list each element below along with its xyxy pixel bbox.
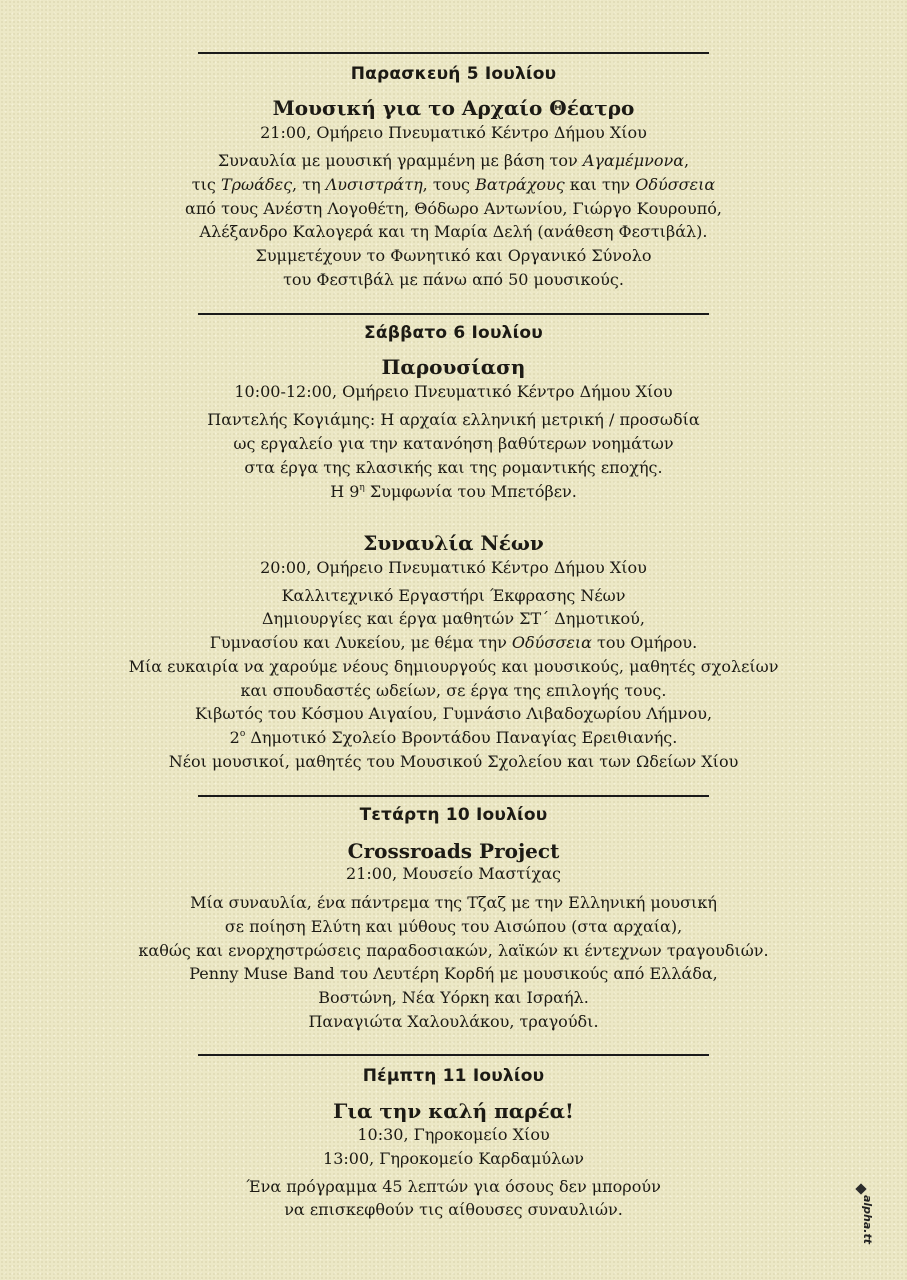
- event-title: Συναυλία Νέων: [363, 531, 544, 555]
- text-segment: , τη: [292, 175, 326, 194]
- text-segment: Penny Muse Band του Λευτέρη Κορδή με μουσικούς από Ελλάδα,: [189, 964, 718, 983]
- text-segment: , τους: [422, 175, 476, 194]
- section-divider: [198, 313, 709, 315]
- text-segment: Παντελής Κογιάμης: Η αρχαία ελληνική μετρική / προσωδία: [207, 410, 700, 429]
- text-segment: Βατράχους: [475, 175, 565, 194]
- event-title: Μουσική για το Αρχαίο Θέατρο: [272, 96, 635, 120]
- text-segment: 2: [229, 728, 240, 747]
- section-divider: [198, 795, 709, 797]
- event-line: [0, 633, 907, 652]
- event-line: [0, 1177, 907, 1196]
- text-segment: Λυσιστράτη: [325, 175, 423, 194]
- text-segment: Δημιουργίες και έργα μαθητών ΣΤ΄ Δημοτικού,: [261, 609, 645, 628]
- event-line: [0, 1125, 907, 1144]
- day-heading: Σάββατο 6 Ιουλίου: [364, 323, 543, 343]
- event-line: [0, 917, 907, 936]
- day-heading: Πέμπτη 11 Ιουλίου: [362, 1066, 545, 1086]
- text-segment: Καλλιτεχνικό Εργαστήρι Έκφρασης Νέων: [281, 586, 626, 605]
- event-title: Για την καλή παρέα!: [333, 1099, 574, 1123]
- text-segment: Μία ευκαιρία να χαρούμε νέους δημιουργούς και μουσικούς, μαθητές σχολείων: [128, 657, 779, 676]
- text-segment: Αγαμέμνονα: [582, 151, 685, 170]
- text-segment: ο: [239, 729, 246, 739]
- event-line: [0, 270, 907, 289]
- event-line: [0, 964, 907, 983]
- event-line: [0, 482, 907, 501]
- text-segment: τις: [191, 175, 221, 194]
- event-line: [0, 1149, 907, 1168]
- text-segment: σε ποίηση Ελύτη και μύθους του Αισώπου (στα αρχαία),: [224, 917, 683, 936]
- text-segment: Συμμετέχουν το Φωνητικό και Οργανικό Σύνολο: [255, 246, 652, 265]
- event-line: [0, 222, 907, 241]
- text-segment: καθώς και ενορχηστρώσεις παραδοσιακών, λαϊκών κι έντεχνων τραγουδιών.: [138, 941, 769, 960]
- text-segment: στα έργα της κλασικής και της ρομαντικής εποχής.: [244, 458, 663, 477]
- event-line: [0, 123, 907, 142]
- text-segment: Τρωάδες: [220, 175, 293, 194]
- section-divider: [198, 52, 709, 54]
- event-line: [0, 657, 907, 676]
- event-line: [0, 864, 907, 883]
- event-line: [0, 704, 907, 723]
- text-segment: Παναγιώτα Χαλουλάκου, τραγούδι.: [308, 1012, 599, 1031]
- text-segment: Συναυλία με μουσική γραμμένη με βάση τον: [217, 151, 583, 170]
- publisher-mark: [852, 1183, 875, 1245]
- event-title: Crossroads Project: [347, 839, 560, 863]
- text-segment: 10:30, Γηροκομείο Χίου: [357, 1125, 550, 1144]
- text-segment: να επισκεφθούν τις αίθουσες συναυλιών.: [284, 1200, 623, 1219]
- text-segment: Συμφωνία του Μπετόβεν.: [364, 482, 577, 501]
- text-segment: και την: [564, 175, 636, 194]
- day-heading: Παρασκευή 5 Ιουλίου: [350, 64, 557, 84]
- text-segment: η: [359, 483, 365, 493]
- text-segment: Κιβωτός του Κόσμου Αιγαίου, Γυμνάσιο Λιβαδοχωρίου Λήμνου,: [194, 704, 713, 723]
- event-line: [0, 728, 907, 747]
- text-segment: Βοστώνη, Νέα Υόρκη και Ισραήλ.: [318, 988, 589, 1007]
- text-segment: Γυμνασίου και Λυκείου, με θέμα την: [209, 633, 512, 652]
- text-segment: Οδύσσεια: [635, 175, 716, 194]
- section-divider: [198, 1054, 709, 1056]
- event-line: [0, 434, 907, 453]
- event-line: [0, 199, 907, 218]
- text-segment: του Φεστιβάλ με πάνω από 50 μουσικούς.: [283, 270, 624, 289]
- text-segment: Η 9: [330, 482, 360, 501]
- event-line: [0, 893, 907, 912]
- text-segment: και σπουδαστές ωδείων, σε έργα της επιλογής τους.: [240, 681, 667, 700]
- event-line: [0, 752, 907, 771]
- text-segment: 10:00-12:00, Ομήρειο Πνευματικό Κέντρο Δήμου Χίου: [234, 382, 673, 401]
- event-line: [0, 1012, 907, 1031]
- event-line: [0, 988, 907, 1007]
- text-segment: του Ομήρου.: [591, 633, 698, 652]
- text-segment: Νέοι μουσικοί, μαθητές του Μουσικού Σχολείου και των Ωδείων Χίου: [168, 752, 739, 771]
- text-segment: ως εργαλείο για την κατανόηση βαθύτερων νοημάτων: [233, 434, 674, 453]
- text-segment: ,: [684, 151, 690, 170]
- event-line: [0, 1200, 907, 1219]
- publisher-mark-text: alpha.tt: [861, 1194, 875, 1245]
- event-line: [0, 586, 907, 605]
- text-segment: 21:00, Ομήρειο Πνευματικό Κέντρο Δήμου Χίου: [260, 123, 647, 142]
- event-line: [0, 175, 907, 194]
- diamond-icon: [855, 1183, 866, 1194]
- text-segment: 21:00, Μουσείο Μαστίχας: [346, 864, 561, 883]
- event-line: [0, 151, 907, 170]
- text-segment: Οδύσσεια: [511, 633, 592, 652]
- event-line: [0, 458, 907, 477]
- event-line: [0, 246, 907, 265]
- event-line: [0, 558, 907, 577]
- text-segment: Αλέξανδρο Καλογερά και τη Μαρία Δελή (ανάθεση Φεστιβάλ).: [199, 222, 708, 241]
- event-line: [0, 941, 907, 960]
- day-heading: Τετάρτη 10 Ιουλίου: [359, 805, 548, 825]
- event-line: [0, 382, 907, 401]
- text-segment: Ένα πρόγραμμα 45 λεπτών για όσους δεν μπορούν: [246, 1177, 661, 1196]
- event-line: [0, 609, 907, 628]
- text-segment: 13:00, Γηροκομείο Καρδαμύλων: [323, 1149, 584, 1168]
- text-segment: Μία συναυλία, ένα πάντρεμα της Τζαζ με την Ελληνική μουσική: [190, 893, 717, 912]
- text-segment: 20:00, Ομήρειο Πνευματικό Κέντρο Δήμου Χίου: [260, 558, 647, 577]
- event-line: [0, 681, 907, 700]
- event-line: [0, 410, 907, 429]
- event-title: Παρουσίαση: [381, 355, 526, 379]
- text-segment: Δημοτικό Σχολείο Βροντάδου Παναγίας Ερειθιανής.: [245, 728, 678, 747]
- text-segment: από τους Ανέστη Λογοθέτη, Θόδωρο Αντωνίου, Γιώργο Κουρουπό,: [185, 199, 722, 218]
